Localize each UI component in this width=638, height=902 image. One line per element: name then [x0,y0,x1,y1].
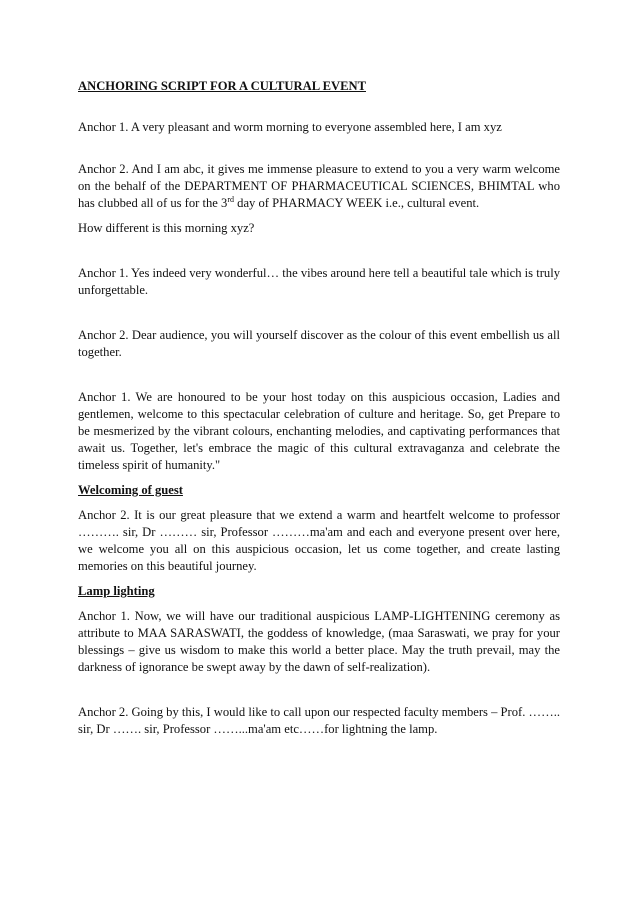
paragraph-anchor2-welcome-text: Anchor 2. And I am abc, it gives me immense pleasure to extend to you a very warm welcome on the behalf of the DEPARTMENT OF PHARMACEUTICAL SCIENCES, BHIMTAL who has clubbed all of us for the 3 [78,162,560,210]
heading-welcoming-of-guest: Welcoming of guest [78,483,183,497]
paragraph-anchor1-greeting: Anchor 1. A very pleasant and worm morning to everyone assembled here, I am xyz [78,120,502,134]
document-body [78,78,560,738]
paragraph-anchor1-vibes: Anchor 1. Yes indeed very wonderful… the vibes around here tell a beautiful tale which is truly unforgettable. [78,266,560,297]
heading-lamp-lighting: Lamp lighting [78,584,155,598]
paragraph-question: How different is this morning xyz? [78,221,255,235]
document-title: ANCHORING SCRIPT FOR A CULTURAL EVENT [78,79,366,93]
paragraph-anchor2-audience: Anchor 2. Dear audience, you will yourself discover as the colour of this event embellish us all together. [78,328,560,359]
paragraph-anchor1-host: Anchor 1. We are honoured to be your host today on this auspicious occasion, Ladies and gentlemen, welcome to this spectacular celebration of culture and heritage. So, get Prepare to be mesmerized by the vibrant colours, enchanting melodies, and captivating performances that await us. Together, let's embrace the magic of this cultural extravaganza and celebrate the timeless spirit of humanity." [78,390,560,472]
paragraph-anchor1-lamp: Anchor 1. Now, we will have our traditional auspicious LAMP-LIGHTENING ceremony as attribute to MAA SARASWATI, the goddess of knowledge, (maa Saraswati, we pray for your blessings – give us wisdom to make this world a better place. May the truth prevail, may the darkness of ignorance be swept away by the dawn of self-realization). [78,609,560,674]
paragraph-anchor2-faculty: Anchor 2. Going by this, I would like to call upon our respected faculty members – Prof. …….. sir, Dr ……. sir, Professor ……...ma'am etc……for lightning the lamp. [78,705,560,736]
paragraph-anchor2-welcome-tail: day of PHARMACY WEEK i.e., cultural event. [234,196,480,210]
paragraph-anchor2-guest-welcome: Anchor 2. It is our great pleasure that we extend a warm and heartfelt welcome to professor ………. sir, Dr ……… sir, Professor ………ma'am and each and everyone present over here, we welcome you all on this auspicious occasion, let us come together, and create lasting memories on this beautiful journey. [78,508,560,573]
ordinal-suffix: rd [227,194,235,204]
paragraph-anchor2-welcome [78,161,560,212]
